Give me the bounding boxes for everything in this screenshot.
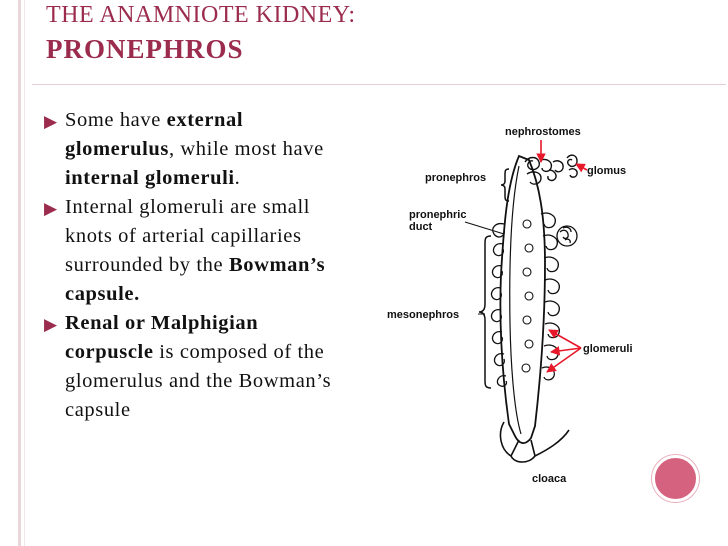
isolated-glomerulus	[557, 226, 577, 246]
bullet-marker-icon: ▶	[44, 315, 58, 334]
glomus-shape	[567, 155, 577, 177]
label-mesonephros: mesonephros	[387, 309, 460, 321]
decorative-circle	[652, 455, 699, 502]
bullet-text: Internal glomeruli are small knots of arterial capillaries surrounded by the	[65, 196, 311, 276]
pronephros-coils	[525, 158, 563, 185]
duct-inner	[510, 166, 521, 434]
label-glomus: glomus	[587, 165, 627, 177]
mesonephros-bracket	[479, 236, 491, 388]
label-pronephros: pronephros	[425, 172, 487, 184]
slide-frame-line	[18, 0, 21, 546]
label-pronephric: pronephric	[409, 209, 467, 221]
slide-subtitle: PRONEPHROS	[46, 34, 244, 64]
bullet-text-bold: internal glomeruli	[65, 167, 235, 189]
bullet-list	[44, 106, 350, 425]
bullet-item	[44, 309, 350, 425]
slide-frame-line-inner	[24, 0, 25, 546]
glomeruli-arrow-1	[549, 330, 581, 348]
mesonephros-tubules-left	[491, 224, 506, 387]
bullet-marker-icon: ▶	[44, 112, 58, 131]
duct-outline	[500, 156, 545, 443]
bullet-marker-icon: ▶	[44, 199, 58, 218]
label-nephrostomes: nephrostomes	[505, 126, 581, 138]
bullet-text-bold: Bowman’s capsule.	[65, 254, 326, 305]
title-divider	[32, 84, 726, 85]
bullet-text: Some have	[65, 109, 167, 131]
label-duct: duct	[409, 221, 433, 233]
kidney-diagram	[369, 104, 651, 492]
bullet-text-bold: Renal or Malphigian corpuscle	[65, 312, 259, 363]
glomus-arrow	[576, 164, 587, 170]
slide-title: THE ANAMNIOTE KIDNEY:	[46, 2, 356, 28]
bullet-text: , while most have	[168, 138, 324, 160]
slide-frame-left	[0, 0, 16, 546]
kidney-diagram-svg	[369, 104, 651, 492]
bullet-item	[44, 106, 350, 193]
bullet-item	[44, 193, 350, 309]
bullet-text-bold: external glomerulus	[65, 109, 244, 160]
label-glomeruli: glomeruli	[583, 343, 633, 355]
bullet-text: .	[234, 167, 241, 189]
label-cloaca: cloaca	[532, 473, 567, 485]
bullet-text: is composed of the glomerulus and the Bowman’s capsule	[65, 341, 332, 421]
inner-glomeruli	[522, 220, 533, 372]
